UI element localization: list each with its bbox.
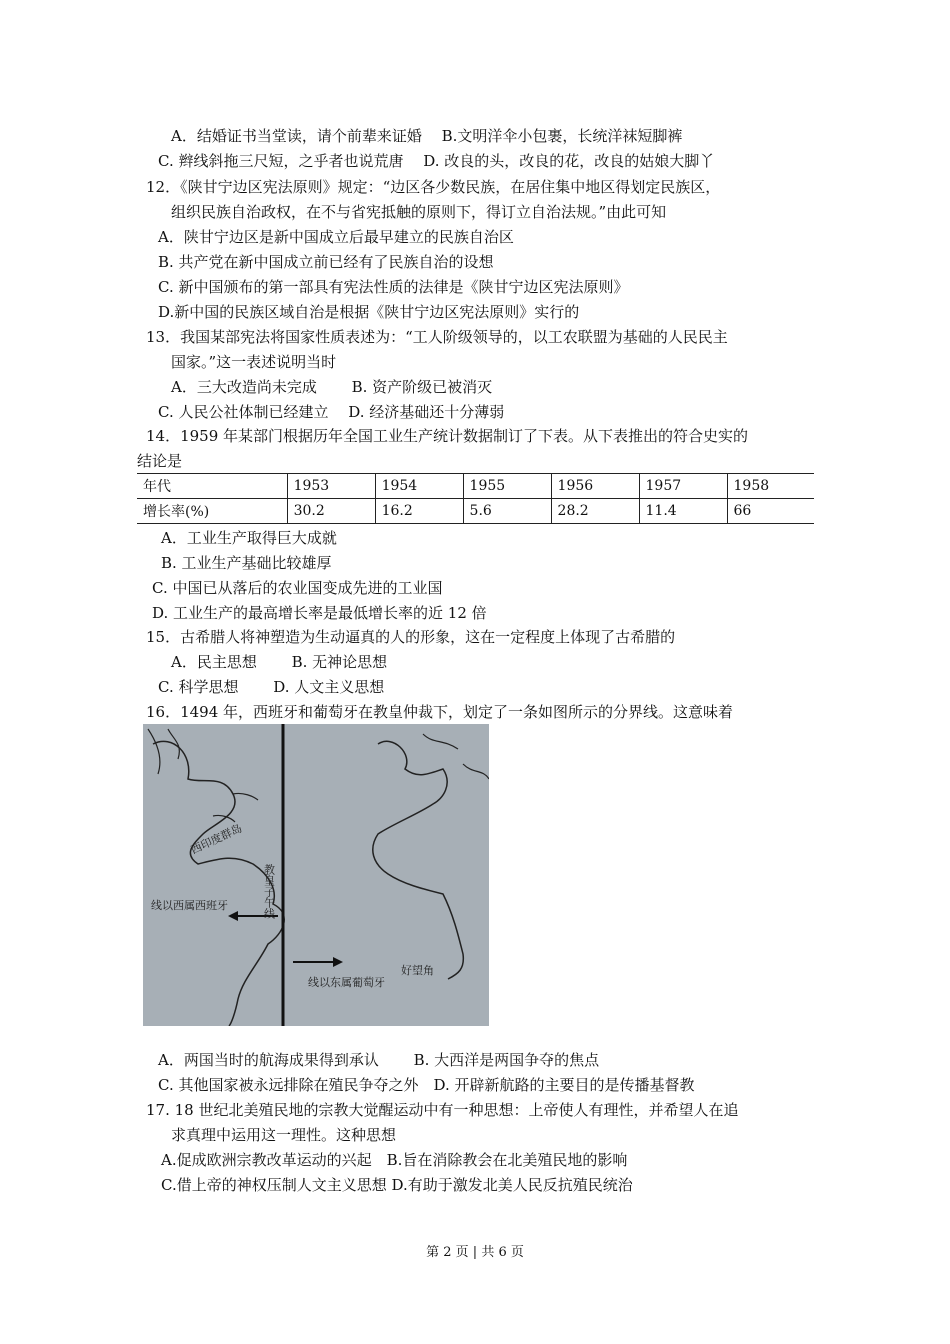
q16-option-cd: C. 其他国家被永远排除在殖民争夺之外 D. 开辟新航路的主要目的是传播基督教 [158, 1076, 695, 1094]
table-cell: 1953 [287, 474, 375, 499]
q12-option-a: A．陕甘宁边区是新中国成立后最早建立的民族自治区 [158, 228, 514, 246]
table-cell: 1956 [551, 474, 639, 499]
table-cell: 30.2 [287, 499, 375, 524]
map-label-cape: 好望角 [401, 964, 434, 977]
q12-option-b: B. 共产党在新中国成立前已经有了民族自治的设想 [158, 253, 494, 271]
q11-option-ab: A．结婚证书当堂读，请个前辈来证婚 B.文明洋伞小包裹，长统洋袜短脚裤 [171, 127, 683, 145]
map-graphic [143, 724, 489, 1026]
table-row [137, 499, 814, 524]
table-row [137, 474, 814, 499]
q13-stem-2: 国家。”这一表述说明当时 [171, 353, 337, 371]
q17-stem-1: 17. 18 世纪北美殖民地的宗教大觉醒运动中有一种思想：上帝使人有理性，并希望人在追 [146, 1101, 739, 1119]
map-label-west-spain: 线以西属西班牙 [151, 899, 228, 912]
europe-africa-coastline [373, 741, 464, 979]
table-cell: 年代 [137, 474, 287, 499]
q17-option-ab: A.促成欧洲宗教改革运动的兴起 B.旨在消除教会在北美殖民地的影响 [161, 1151, 628, 1169]
table-cell: 66 [727, 499, 814, 524]
table-cell: 16.2 [375, 499, 463, 524]
q13-option-cd: C. 人民公社体制已经建立 D. 经济基础还十分薄弱 [158, 403, 505, 421]
q15-option-cd: C. 科学思想 D. 人文主义思想 [158, 678, 385, 696]
q14-option-a: A．工业生产取得巨大成就 [161, 529, 337, 547]
q11-option-cd: C. 辫线斜拖三尺短，之乎者也说荒唐 D. 改良的头，改良的花，改良的姑娘大脚丫 [158, 152, 715, 170]
q17-option-cd: C.借上帝的神权压制人文主义思想 D.有助于激发北美人民反抗殖民统治 [161, 1176, 633, 1194]
q12-stem-1: 12．《陕甘宁边区宪法原则》规定：“边区各少数民族，在居住集中地区得划定民族区， [146, 178, 721, 196]
q12-option-d: D.新中国的民族区域自治是根据《陕甘宁边区宪法原则》实行的 [158, 303, 580, 321]
q13-stem-1: 13．我国某部宪法将国家性质表述为：“工人阶级领导的，以工农联盟为基础的人民民主 [146, 328, 728, 346]
q14-stem-2: 结论是 [137, 452, 183, 470]
table-cell: 增长率(%) [137, 499, 287, 524]
map-label-line-name: 教皇子午线 [262, 864, 276, 919]
table-cell: 1958 [727, 474, 814, 499]
demarcation-line-map [143, 724, 489, 1026]
map-label-east-portugal: 线以东属葡萄牙 [308, 976, 385, 989]
q14-option-c: C. 中国已从落后的农业国变成先进的工业国 [152, 579, 443, 597]
q15-stem: 15．古希腊人将神塑造为生动逼真的人的形象，这在一定程度上体现了古希腊的 [146, 628, 676, 646]
q12-option-c: C. 新中国颁布的第一部具有宪法性质的法律是《陕甘宁边区宪法原则》 [158, 278, 629, 296]
q14-option-d: D. 工业生产的最高增长率是最低增长率的近 12 倍 [152, 604, 487, 622]
map-label-west-indies: 西印度群岛 [188, 821, 245, 857]
table-cell: 1955 [463, 474, 551, 499]
q17-stem-2: 求真理中运用这一理性。这种思想 [171, 1126, 397, 1144]
table-cell: 1954 [375, 474, 463, 499]
table-cell: 28.2 [551, 499, 639, 524]
table-cell: 5.6 [463, 499, 551, 524]
growth-table [137, 473, 814, 524]
q14-option-b: B. 工业生产基础比较雄厚 [161, 554, 332, 572]
q13-option-ab: A．三大改造尚未完成 B. 资产阶级已被消灭 [171, 378, 493, 396]
q14-stem-1: 14．1959 年某部门根据历年全国工业生产统计数据制订了下表。从下表推出的符合史实的 [146, 427, 749, 445]
q16-option-ab: A．两国当时的航海成果得到承认 B. 大西洋是两国争夺的焦点 [158, 1051, 600, 1069]
q16-stem: 16．1494 年，西班牙和葡萄牙在教皇仲裁下，划定了一条如图所示的分界线。这意味着 [146, 703, 734, 721]
q15-option-ab: A．民主思想 B. 无神论思想 [171, 653, 388, 671]
q12-stem-2: 组织民族自治政权，在不与省宪抵触的原则下，得订立自治法规。”由此可知 [171, 203, 667, 221]
page-footer: 第 2 页 | 共 6 页 [426, 1245, 524, 1260]
table-cell: 11.4 [639, 499, 727, 524]
table-cell: 1957 [639, 474, 727, 499]
